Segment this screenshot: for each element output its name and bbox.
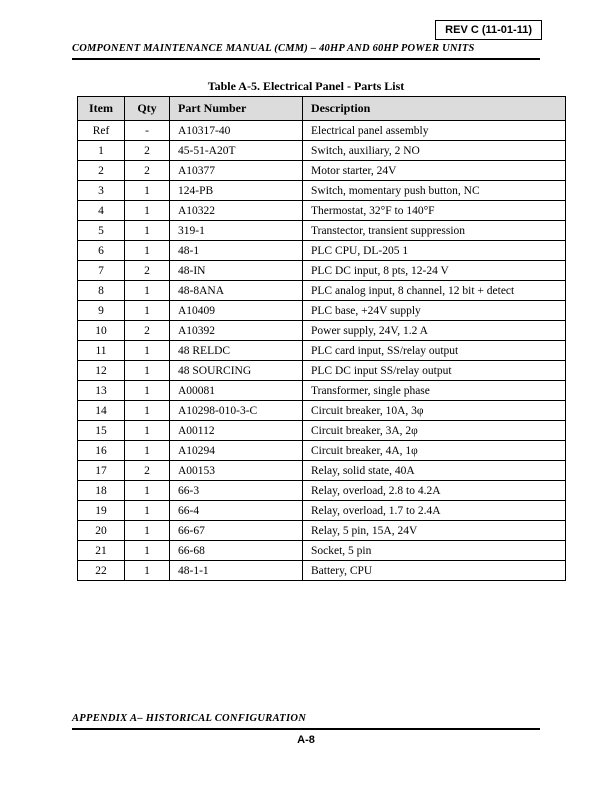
table-cell: Switch, momentary push button, NC (303, 181, 566, 201)
table-cell: 1 (125, 181, 170, 201)
table-cell: 16 (78, 441, 125, 461)
table-row (78, 121, 566, 141)
column-header-qty: Qty (125, 97, 170, 121)
table-cell: Thermostat, 32°F to 140°F (303, 201, 566, 221)
table-row (78, 161, 566, 181)
table-row (78, 141, 566, 161)
table-row (78, 221, 566, 241)
table-cell: A10317-40 (170, 121, 303, 141)
table-cell: 20 (78, 521, 125, 541)
table-cell: 48-IN (170, 261, 303, 281)
table-cell: 10 (78, 321, 125, 341)
table-cell: 1 (125, 501, 170, 521)
table-row (78, 341, 566, 361)
table-cell: PLC DC input SS/relay output (303, 361, 566, 381)
table-cell: 48 SOURCING (170, 361, 303, 381)
column-header-description: Description (303, 97, 566, 121)
table-cell: 1 (125, 421, 170, 441)
table-cell: PLC CPU, DL-205 1 (303, 241, 566, 261)
table-cell: Relay, overload, 2.8 to 4.2A (303, 481, 566, 501)
table-cell: 19 (78, 501, 125, 521)
table-cell: 15 (78, 421, 125, 441)
table-cell: Relay, overload, 1.7 to 2.4A (303, 501, 566, 521)
table-cell: Ref (78, 121, 125, 141)
table-row (78, 401, 566, 421)
table-cell: 1 (125, 481, 170, 501)
page-number: A-8 (297, 734, 315, 746)
table-row (78, 301, 566, 321)
table-cell: 1 (125, 241, 170, 261)
table-cell: 66-3 (170, 481, 303, 501)
table-cell: A10409 (170, 301, 303, 321)
table-cell: A10294 (170, 441, 303, 461)
table-row (78, 241, 566, 261)
table-cell: Power supply, 24V, 1.2 A (303, 321, 566, 341)
table-cell: 1 (125, 201, 170, 221)
table-row (78, 441, 566, 461)
table-cell: 2 (125, 461, 170, 481)
table-cell: 1 (125, 541, 170, 561)
table-cell: 1 (125, 341, 170, 361)
table-cell: Circuit breaker, 4A, 1φ (303, 441, 566, 461)
table-cell: A00081 (170, 381, 303, 401)
table-row (78, 521, 566, 541)
table-cell: PLC base, +24V supply (303, 301, 566, 321)
table-cell: 2 (78, 161, 125, 181)
table-cell: Switch, auxiliary, 2 NO (303, 141, 566, 161)
table-cell: 2 (125, 161, 170, 181)
table-cell: Motor starter, 24V (303, 161, 566, 181)
table-cell: 2 (125, 141, 170, 161)
parts-table-header (78, 97, 566, 121)
table-cell: 9 (78, 301, 125, 321)
table-cell: 18 (78, 481, 125, 501)
table-row (78, 361, 566, 381)
table-cell: 66-4 (170, 501, 303, 521)
table-cell: 12 (78, 361, 125, 381)
parts-table-body (78, 121, 566, 581)
table-cell: 1 (125, 441, 170, 461)
revision-box: REV C (11-01-11) (435, 20, 542, 40)
column-header-item: Item (78, 97, 125, 121)
table-cell: 1 (125, 401, 170, 421)
column-header-part-number: Part Number (170, 97, 303, 121)
table-cell: A10298-010-3-C (170, 401, 303, 421)
table-cell: 66-68 (170, 541, 303, 561)
table-cell: Socket, 5 pin (303, 541, 566, 561)
table-cell: Circuit breaker, 3A, 2φ (303, 421, 566, 441)
table-cell: 3 (78, 181, 125, 201)
table-cell: 2 (125, 321, 170, 341)
table-cell: A00112 (170, 421, 303, 441)
table-cell: 124-PB (170, 181, 303, 201)
parts-table (77, 96, 566, 581)
table-cell: 1 (125, 381, 170, 401)
table-row (78, 261, 566, 281)
document-header: COMPONENT MAINTENANCE MANUAL (CMM) – 40HP AND 60HP POWER UNITS (72, 43, 540, 60)
table-cell: 21 (78, 541, 125, 561)
table-row (78, 181, 566, 201)
table-row (78, 421, 566, 441)
table-cell: 48 RELDC (170, 341, 303, 361)
table-cell: 1 (125, 521, 170, 541)
table-cell: 66-67 (170, 521, 303, 541)
table-row (78, 561, 566, 581)
table-row (78, 461, 566, 481)
table-cell: Electrical panel assembly (303, 121, 566, 141)
table-cell: 6 (78, 241, 125, 261)
table-cell: 48-1 (170, 241, 303, 261)
table-cell: A00153 (170, 461, 303, 481)
table-cell: PLC DC input, 8 pts, 12-24 V (303, 261, 566, 281)
table-cell: 13 (78, 381, 125, 401)
table-row (78, 281, 566, 301)
table-cell: 1 (125, 301, 170, 321)
table-cell: 1 (78, 141, 125, 161)
table-row (78, 481, 566, 501)
table-row (78, 381, 566, 401)
table-cell: 319-1 (170, 221, 303, 241)
table-cell: PLC card input, SS/relay output (303, 341, 566, 361)
table-cell: 8 (78, 281, 125, 301)
table-cell: 1 (125, 221, 170, 241)
table-cell: 7 (78, 261, 125, 281)
table-cell: A10322 (170, 201, 303, 221)
table-row (78, 321, 566, 341)
table-cell: 11 (78, 341, 125, 361)
table-title: Table A-5. Electrical Panel - Parts List (207, 79, 405, 93)
table-cell: Relay, solid state, 40A (303, 461, 566, 481)
table-cell: Circuit breaker, 10A, 3φ (303, 401, 566, 421)
table-cell: Battery, CPU (303, 561, 566, 581)
table-cell: PLC analog input, 8 channel, 12 bit + detect (303, 281, 566, 301)
table-cell: 17 (78, 461, 125, 481)
table-cell: 1 (125, 361, 170, 381)
table-cell: 22 (78, 561, 125, 581)
header-row (78, 97, 566, 121)
table-cell: A10377 (170, 161, 303, 181)
table-cell: Transtector, transient suppression (303, 221, 566, 241)
document-footer: APPENDIX A– HISTORICAL CONFIGURATION (72, 713, 540, 730)
table-cell: 4 (78, 201, 125, 221)
table-cell: 5 (78, 221, 125, 241)
table-cell: Relay, 5 pin, 15A, 24V (303, 521, 566, 541)
table-cell: 45-51-A20T (170, 141, 303, 161)
table-cell: 1 (125, 561, 170, 581)
table-cell: 1 (125, 281, 170, 301)
table-row (78, 201, 566, 221)
table-cell: A10392 (170, 321, 303, 341)
table-cell: 48-1-1 (170, 561, 303, 581)
table-cell: 48-8ANA (170, 281, 303, 301)
table-cell: - (125, 121, 170, 141)
table-cell: 2 (125, 261, 170, 281)
table-row (78, 541, 566, 561)
table-cell: 14 (78, 401, 125, 421)
table-row (78, 501, 566, 521)
table-cell: Transformer, single phase (303, 381, 566, 401)
